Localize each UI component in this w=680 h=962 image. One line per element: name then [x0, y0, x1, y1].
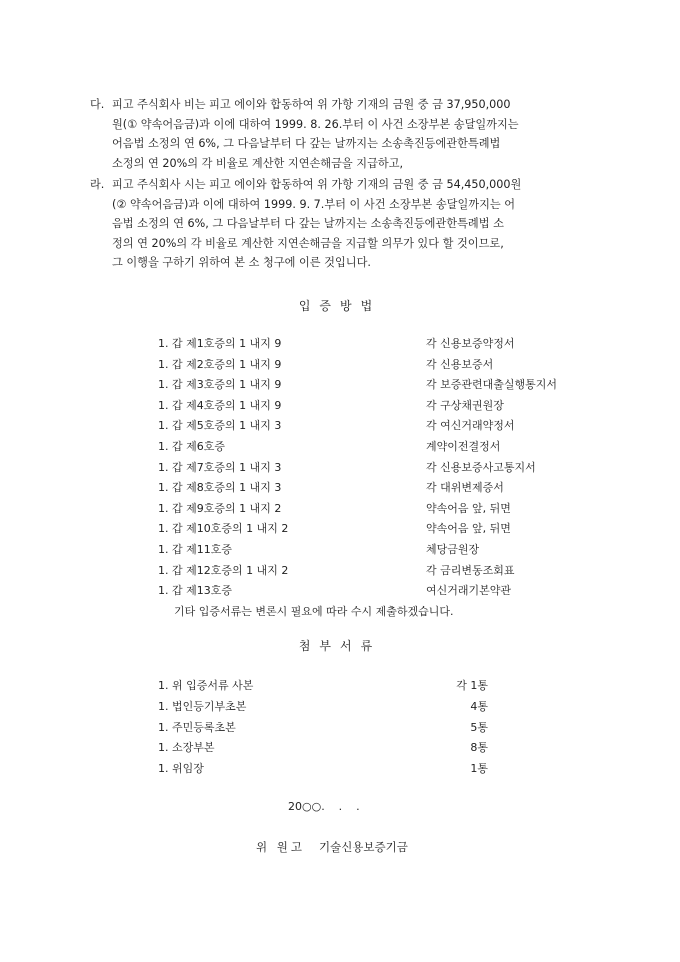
evidence-heading: 입증방법 — [298, 299, 382, 313]
evidence-desc: 약속어음 앞, 뒤면 — [426, 501, 511, 515]
evidence-code: 1. 갑 제11호증 — [158, 542, 232, 556]
evidence-desc: 각 신용보증사고통지서 — [426, 460, 536, 474]
attachments-list — [158, 676, 498, 780]
evidence-code: 1. 갑 제12호증의 1 내지 2 — [158, 563, 289, 577]
claim-line: 피고 주식회사 비는 피고 에이와 합동하여 위 가항 기재의 금원 중 금 37,950,000 — [112, 98, 511, 111]
claim-marker: 다. — [90, 98, 105, 111]
signer-role: 위 원고 — [256, 840, 305, 854]
evidence-item — [158, 540, 598, 561]
claim-line: 원(① 약속어음금)과 이에 대하여 1999. 8. 26.부터 이 사건 소장부본 송달일까지는 — [112, 117, 519, 131]
claim-line: (② 약속어음금)과 이에 대하여 1999. 9. 7.부터 이 사건 소장부본 송달일까지는 어 — [112, 197, 516, 211]
evidence-item — [158, 561, 598, 582]
evidence-code: 1. 갑 제2호증의 1 내지 9 — [158, 357, 282, 371]
evidence-code: 1. 갑 제3호증의 1 내지 9 — [158, 378, 282, 392]
evidence-item — [158, 458, 598, 479]
evidence-item — [158, 355, 598, 376]
evidence-desc: 약속어음 앞, 뒤면 — [426, 522, 511, 536]
attachment-name: 1. 위 입증서류 사본 — [158, 679, 254, 692]
evidence-desc: 체당금원장 — [426, 542, 480, 556]
evidence-code: 1. 갑 제4호증의 1 내지 9 — [158, 398, 282, 412]
claim-marker: 라. — [90, 178, 105, 191]
attachment-count: 8통 — [470, 741, 488, 755]
evidence-code: 1. 갑 제8호증의 1 내지 3 — [158, 481, 282, 495]
evidence-desc: 각 보증관련대출실행통지서 — [426, 378, 558, 392]
evidence-code: 1. 갑 제7호증의 1 내지 3 — [158, 460, 282, 474]
attachment-name: 1. 주민등록초본 — [158, 720, 236, 734]
evidence-code: 1. 갑 제6호증 — [158, 439, 225, 453]
signer-name: 기술신용보증기금 — [318, 840, 408, 854]
evidence-note: 기타 입증서류는 변론시 필요에 따라 수시 제출하겠습니다. — [174, 605, 454, 618]
evidence-desc: 각 구상채권원장 — [426, 398, 504, 412]
attachment-item — [158, 697, 498, 718]
evidence-item — [158, 396, 598, 417]
attachment-item — [158, 759, 498, 780]
claim-paragraph-ra — [90, 175, 612, 273]
evidence-code: 1. 갑 제13호증 — [158, 584, 232, 598]
signer-block — [256, 839, 408, 855]
attachment-count: 4통 — [470, 699, 488, 713]
evidence-item — [158, 478, 598, 499]
evidence-item — [158, 519, 598, 540]
attachment-item — [158, 718, 498, 739]
evidence-item — [158, 437, 598, 458]
attachments-heading: 첨부서류 — [298, 639, 382, 653]
attachment-count: 각 1통 — [456, 679, 488, 692]
claim-line: 피고 주식회사 시는 피고 에이와 합동하여 위 가항 기재의 금원 중 금 54,450,000원 — [112, 178, 522, 191]
claim-line: 소정의 연 20%의 각 비율로 계산한 지연손해금을 지급하고, — [112, 156, 404, 170]
evidence-code: 1. 갑 제1호증의 1 내지 9 — [158, 337, 282, 350]
claim-line: 어음법 소정의 연 6%, 그 다음날부터 다 갚는 날까지는 소송촉진등에관한특례법 — [112, 137, 501, 151]
attachment-item — [158, 738, 498, 759]
evidence-item — [158, 581, 598, 602]
attachment-count: 5통 — [470, 720, 488, 734]
evidence-desc: 여신거래기본약관 — [426, 584, 512, 598]
evidence-desc: 각 여신거래약정서 — [426, 419, 515, 433]
evidence-desc: 각 대위변제증서 — [426, 481, 504, 495]
attachment-name: 1. 소장부본 — [158, 741, 215, 755]
evidence-item — [158, 499, 598, 520]
attachment-name: 1. 위임장 — [158, 762, 204, 776]
filing-date: 20○○. . . — [288, 800, 360, 813]
claim-line: 음법 소정의 연 6%, 그 다음날부터 다 갚는 날까지는 소송촉진등에관한특례법 소 — [112, 217, 504, 231]
evidence-desc: 계약이전결정서 — [426, 439, 501, 453]
evidence-item — [158, 375, 598, 396]
evidence-item — [158, 416, 598, 437]
evidence-code: 1. 갑 제9호증의 1 내지 2 — [158, 501, 282, 515]
claim-line: 정의 연 20%의 각 비율로 계산한 지연손해금을 지급할 의무가 있다 할 것이므로, — [112, 236, 504, 250]
evidence-list — [158, 334, 598, 618]
claim-paragraph-da — [90, 95, 612, 173]
attachment-name: 1. 법인등기부초본 — [158, 699, 247, 713]
evidence-code: 1. 갑 제5호증의 1 내지 3 — [158, 419, 282, 433]
claim-line: 그 이행을 구하기 위하여 본 소 청구에 이른 것입니다. — [112, 256, 371, 270]
attachment-item — [158, 676, 498, 697]
evidence-desc: 각 신용보증약정서 — [426, 337, 515, 350]
evidence-code: 1. 갑 제10호증의 1 내지 2 — [158, 522, 289, 536]
evidence-desc: 각 금리변동조회표 — [426, 563, 515, 577]
attachment-count: 1통 — [470, 762, 488, 776]
evidence-item — [158, 334, 598, 355]
evidence-desc: 각 신용보증서 — [426, 357, 494, 371]
